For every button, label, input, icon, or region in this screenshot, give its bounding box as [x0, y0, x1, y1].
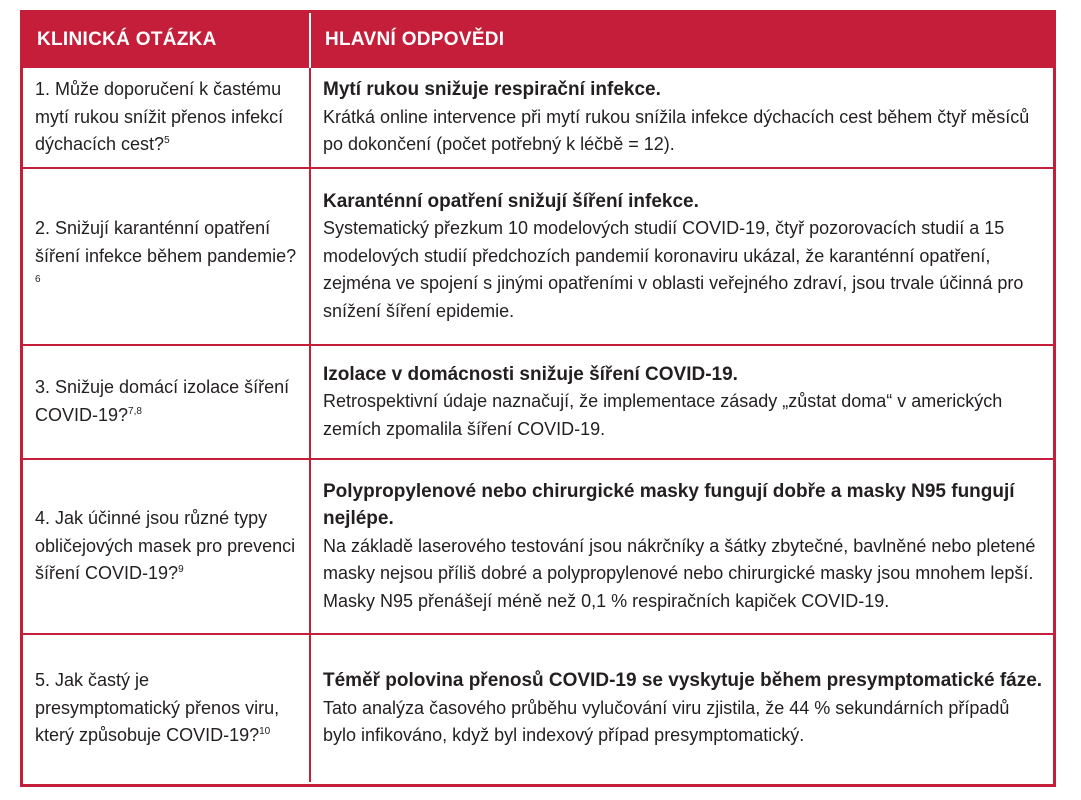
- answer-title: Téměř polovina přenosů COVID-19 se vyskytuje během presymptomatické fáze.: [323, 670, 1043, 692]
- reference-number: 10: [259, 726, 271, 738]
- reference-number: 7,8: [128, 406, 142, 417]
- table-row: [23, 345, 1053, 459]
- answer-title: Izolace v domácnosti snižuje šíření COVID-19.: [323, 363, 738, 385]
- answer-cell: [310, 168, 1053, 345]
- table-row: [23, 168, 1053, 345]
- question-text: 3. Snižuje domácí izolace šíření COVID-19?: [35, 377, 290, 425]
- answer-cell: [310, 459, 1053, 634]
- table-row: [23, 459, 1053, 634]
- table-row: [23, 67, 1053, 168]
- header-answer-column: HLAVNÍ ODPOVĚDI: [310, 13, 1053, 67]
- clinical-questions-table-frame: [20, 10, 1056, 787]
- question-text: 5. Jak častý je presymptomatický přenos viru, který způsobuje COVID-19?: [35, 670, 280, 746]
- answer-cell: [310, 345, 1053, 459]
- question-cell: [23, 345, 310, 459]
- answer-body: Retrospektivní údaje naznačují, že implementace zásady „zůstat doma“ v amerických zemích zpomalila šíření COVID-19.: [323, 391, 1003, 439]
- answer-title: Karanténní opatření snižují šíření infekce.: [323, 190, 699, 212]
- table-header-row: [23, 13, 1053, 67]
- reference-number: 5: [164, 135, 170, 147]
- header-question-column: KLINICKÁ OTÁZKA: [37, 28, 217, 50]
- question-text: 4. Jak účinné jsou různé typy obličejových masek pro prevenci šíření COVID-19?: [35, 508, 296, 584]
- question-cell: [23, 67, 310, 168]
- question-text: 1. Může doporučení k častému mytí rukou snížit přenos infekcí dýchacích cest?: [35, 79, 284, 155]
- answer-cell: [310, 634, 1053, 782]
- answer-body: Tato analýza časového průběhu vylučování viru zjistila, že 44 % sekundárních případů bylo infikováno, když byl indexový případ presymptomatický.: [323, 697, 1010, 746]
- answer-title: Mytí rukou snižuje respirační infekce.: [323, 79, 661, 101]
- question-text: 2. Snižují karanténní opatření šíření infekce během pandemie?: [35, 218, 297, 266]
- answer-cell: [310, 67, 1053, 168]
- question-cell: [23, 168, 310, 345]
- clinical-questions-table: [23, 13, 1053, 782]
- question-cell: [23, 459, 310, 634]
- question-cell: [23, 634, 310, 782]
- reference-number: 9: [178, 564, 184, 576]
- answer-body: Krátká online intervence při mytí rukou snížila infekce dýchacích cest během čtyř měsíců po dokončení (počet potřebný k léčbě = 12).: [323, 106, 1030, 155]
- table-row: [23, 634, 1053, 782]
- answer-title: Polypropylenové nebo chirurgické masky fungují dobře a masky N95 fungují nejlépe.: [323, 480, 1015, 530]
- reference-number: 6: [35, 274, 41, 286]
- answer-body: Systematický přezkum 10 modelových studií COVID-19, čtyř pozorovacích studií a 15 modelových studií předchozích pandemií koronaviru ukázal, že karanténní opatření, zejména ve spojení s jinými opatřeními v oblasti veřejného zdraví, jsou trvale účinná pro snížení šíření epidemie.: [323, 218, 1024, 321]
- answer-body: Na základě laserového testování jsou nákrčníky a šátky zbytečné, bavlněné nebo pletené masky nejsou příliš dobré a polypropylenové nebo chirurgické masky jsou mnohem lepší. Masky N95 přenášejí méně než 0,1 % respiračních kapiček COVID-19.: [323, 535, 1036, 611]
